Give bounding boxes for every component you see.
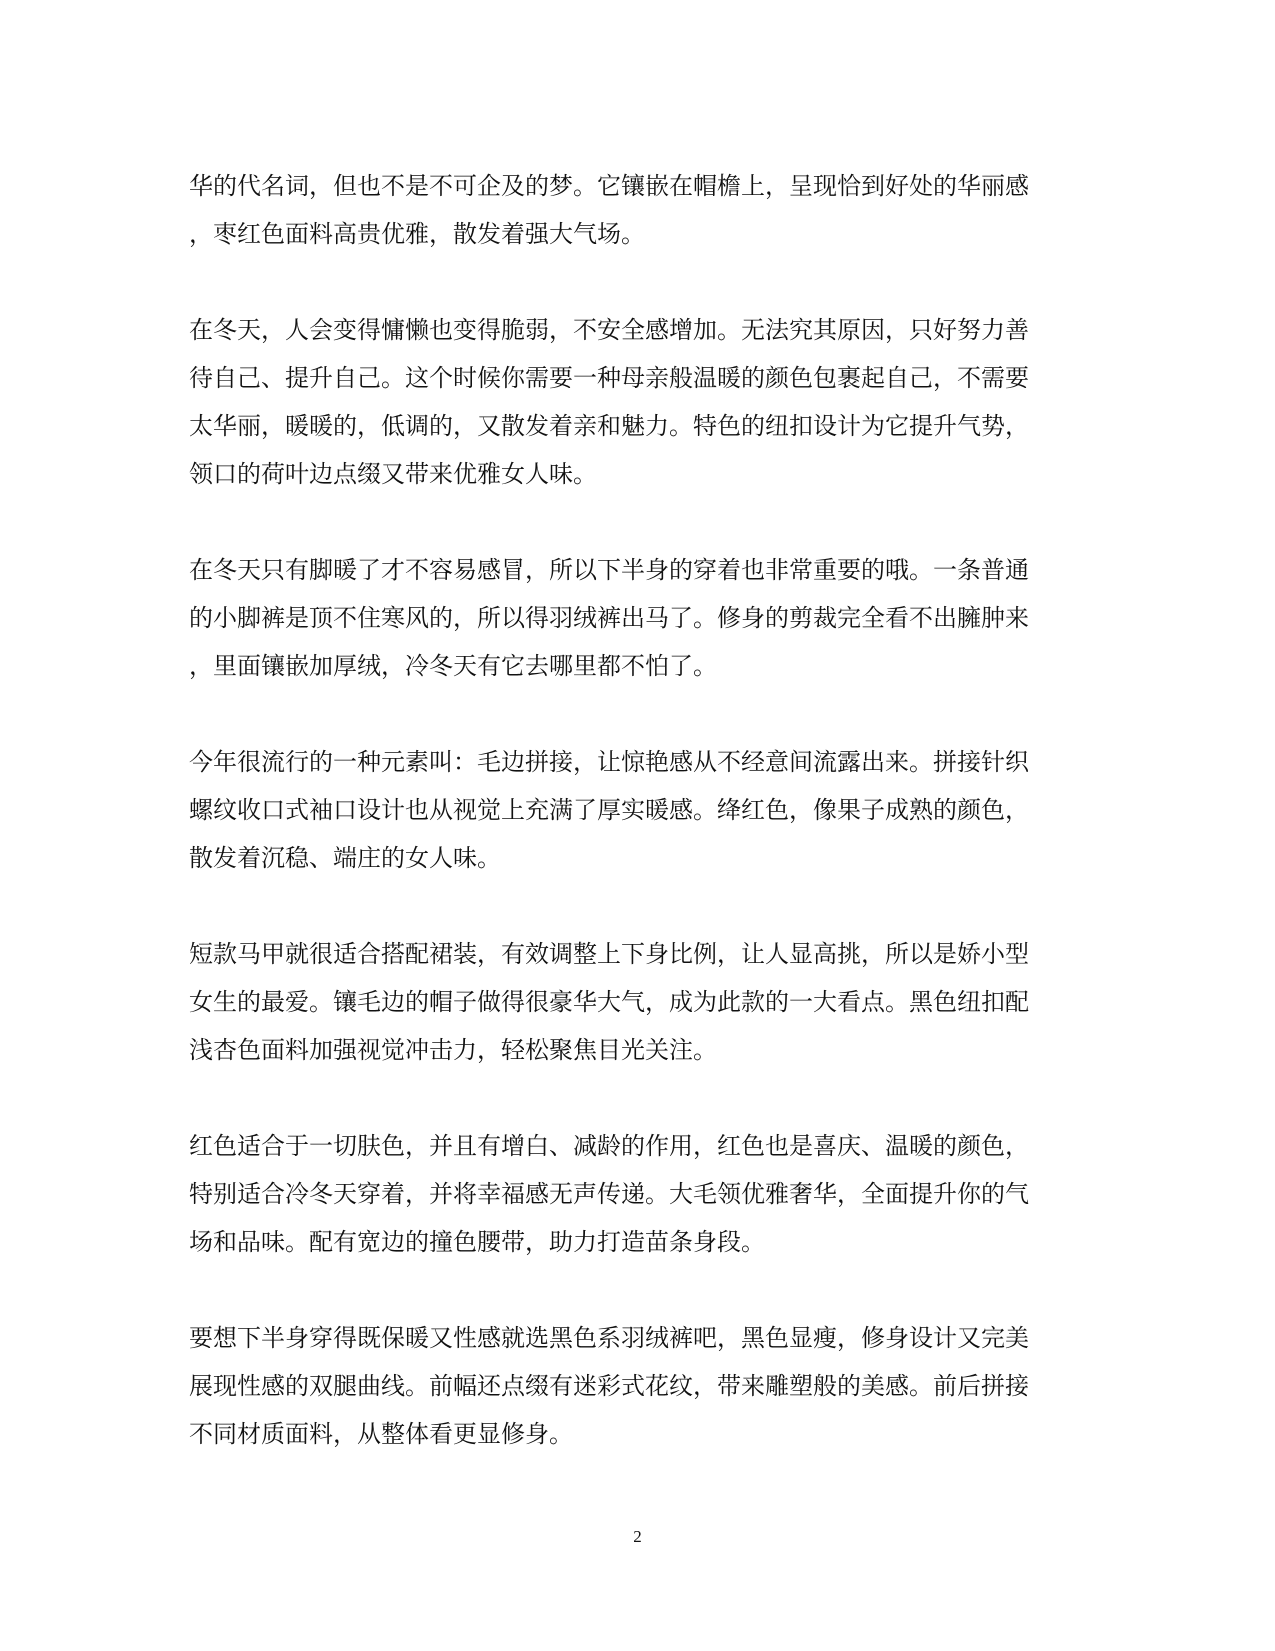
- text-line: 今年很流行的一种元素叫：毛边拼接，让惊艳感从不经意间流露出来。拼接针织: [189, 748, 1029, 776]
- paragraph-2: [189, 306, 1069, 498]
- paragraph-1: [189, 162, 1069, 258]
- paragraph-3: [189, 546, 1069, 690]
- text-line: 不同材质面料，从整体看更显修身。: [189, 1420, 573, 1448]
- paragraph-7: [189, 1314, 1069, 1458]
- text-line: 特别适合冷冬天穿着，并将幸福感无声传递。大毛领优雅奢华，全面提升你的气: [189, 1180, 1029, 1208]
- text-line: 短款马甲就很适合搭配裙装，有效调整上下身比例，让人显高挑，所以是娇小型: [189, 940, 1029, 968]
- text-line: 的小脚裤是顶不住寒风的，所以得羽绒裤出马了。修身的剪裁完全看不出臃肿来: [189, 604, 1029, 632]
- page-number: 2: [633, 1527, 642, 1546]
- text-line: 展现性感的双腿曲线。前幅还点缀有迷彩式花纹，带来雕塑般的美感。前后拼接: [189, 1372, 1029, 1400]
- text-line: 红色适合于一切肤色，并且有增白、减龄的作用，红色也是喜庆、温暖的颜色，: [189, 1132, 1029, 1160]
- text-line: 场和品味。配有宽边的撞色腰带，助力打造苗条身段。: [189, 1228, 765, 1256]
- text-line: 在冬天，人会变得慵懒也变得脆弱，不安全感增加。无法究其原因，只好努力善: [189, 316, 1029, 344]
- text-line: 女生的最爱。镶毛边的帽子做得很豪华大气，成为此款的一大看点。黑色纽扣配: [189, 988, 1029, 1016]
- paragraph-4: [189, 738, 1069, 882]
- paragraph-5: [189, 930, 1069, 1074]
- text-line: 领口的荷叶边点缀又带来优雅女人味。: [189, 460, 597, 488]
- paragraph-6: [189, 1122, 1069, 1266]
- document-body: [189, 162, 1069, 1506]
- text-line: 待自己、提升自己。这个时候你需要一种母亲般温暖的颜色包裹起自己，不需要: [189, 364, 1029, 392]
- text-line: 太华丽，暖暖的，低调的，又散发着亲和魅力。特色的纽扣设计为它提升气势，: [189, 412, 1029, 440]
- text-line: 在冬天只有脚暖了才不容易感冒，所以下半身的穿着也非常重要的哦。一条普通: [189, 556, 1029, 584]
- text-line: 散发着沉稳、端庄的女人味。: [189, 844, 501, 872]
- text-line: 要想下半身穿得既保暖又性感就选黑色系羽绒裤吧，黑色显瘦，修身设计又完美: [189, 1324, 1029, 1352]
- text-line: 浅杏色面料加强视觉冲击力，轻松聚焦目光关注。: [189, 1036, 717, 1064]
- text-line: ，枣红色面料高贵优雅，散发着强大气场。: [189, 220, 645, 248]
- text-line: 螺纹收口式袖口设计也从视觉上充满了厚实暖感。绛红色，像果子成熟的颜色，: [189, 796, 1029, 824]
- text-line: ，里面镶嵌加厚绒，冷冬天有它去哪里都不怕了。: [189, 652, 717, 680]
- text-line: 华的代名词，但也不是不可企及的梦。它镶嵌在帽檐上，呈现恰到好处的华丽感: [189, 172, 1029, 200]
